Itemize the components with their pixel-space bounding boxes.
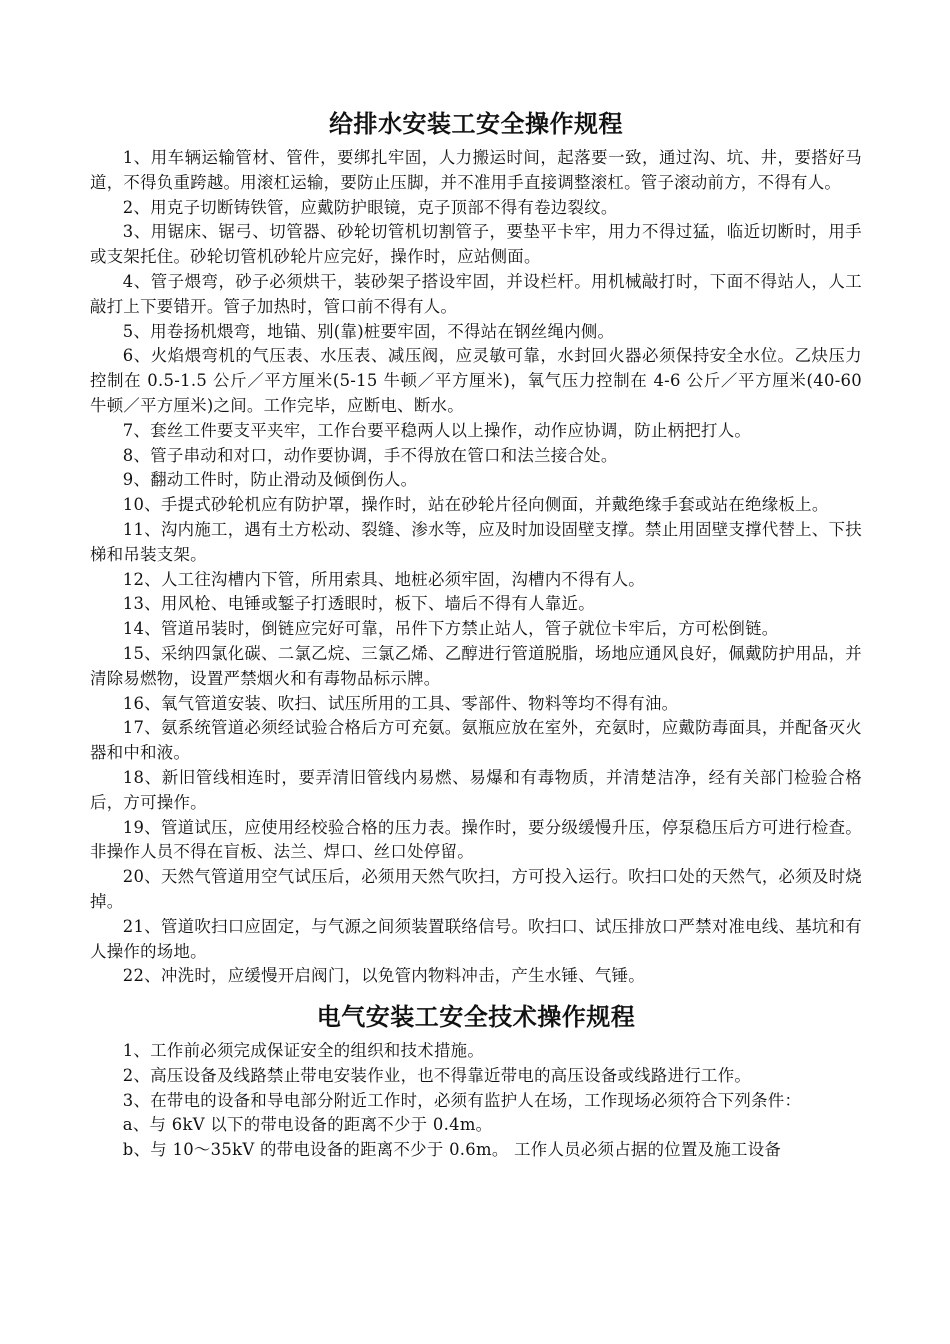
- section1-item: 22、冲洗时，应缓慢开启阀门，以免管内物料冲击，产生水锤、气锤。: [122, 966, 645, 986]
- section1-body: [90, 146, 862, 989]
- section1-item: 4、管子煨弯，砂子必须烘干，装砂架子搭设牢固，并设栏杆。用机械敲打时，下面不得站人，人工敲打上下要错开。管子加热时，管口前不得有人。: [90, 271, 862, 316]
- section1-item: 9、翻动工件时，防止滑动及倾倒伤人。: [122, 470, 418, 490]
- section1-item: 1、用车辆运输管材、管件，要绑扎牢固，人力搬运时间，起落要一致，通过沟、坑、井，要搭好马道，不得负重跨越。用滚杠运输，要防止压脚，并不准用手直接调整滚杠。管子滚动前方，不得有人。: [90, 148, 862, 192]
- section1-item: 7、套丝工件要支平夹牢，工作台要平稳两人以上操作，动作应协调，防止柄把打人。: [122, 420, 752, 440]
- section1-item: 18、新旧管线相连时，要弄清旧管线内易燃、易爆和有毒物质，并清楚洁净，经有关部门检验合格后，方可操作。: [90, 767, 862, 812]
- section2-item: 2、高压设备及线路禁止带电安装作业，也不得靠近带电的高压设备或线路进行工作。: [122, 1065, 752, 1085]
- section1-item: 19、管道试压，应使用经校验合格的压力表。操作时，要分级缓慢升压，停泵稳压后方可进行检查。非操作人员不得在盲板、法兰、焊口、丝口处停留。: [90, 817, 862, 862]
- section1-item: 6、火焰煨弯机的气压表、水压表、减压阀，应灵敏可靠，水封回火器必须保持安全水位。乙炔压力控制在 0.5-1.5 公斤／平方厘米(5-15 牛顿／平方厘米)，氧气压力控制在 4-6 公斤／平方厘米(40-60 牛顿／平方厘米)之间。工作完毕，应断电、断水。: [90, 346, 862, 415]
- section1-item: 8、管子串动和对口，动作要协调，手不得放在管口和法兰接合处。: [122, 445, 618, 465]
- section2-item: b、与 10～35kV 的带电设备的距离不少于 0.6m。 工作人员必须占据的位置及施工设备: [122, 1140, 782, 1160]
- section1-item: 17、氨系统管道必须经试验合格后方可充氨。氨瓶应放在室外，充氨时，应戴防毒面具，并配备灭火器和中和液。: [90, 718, 862, 763]
- section1-item: 2、用克子切断铸铁管，应戴防护眼镜，克子顶部不得有卷边裂纹。: [122, 197, 618, 217]
- section1-item: 14、管道吊装时，倒链应完好可靠，吊件下方禁止站人，管子就位卡牢后，方可松倒链。: [122, 619, 779, 639]
- section1-item: 3、用锯床、锯弓、切管器、砂轮切管机切割管子，要垫平卡牢，用力不得过猛，临近切断时，用手或支架托住。砂轮切管机砂轮片应完好，操作时，应站侧面。: [90, 222, 862, 267]
- section1-item: 5、用卷扬机煨弯，地锚、别(靠)桩要牢固，不得站在钢丝绳内侧。: [122, 321, 615, 341]
- section2-item: a、与 6kV 以下的带电设备的距离不少于 0.4m。: [122, 1115, 493, 1135]
- section1-title: 给排水安装工安全操作规程: [329, 109, 623, 138]
- section2-title: 电气安装工安全技术操作规程: [316, 1002, 636, 1032]
- section1-item: 16、氧气管道安装、吹扫、试压所用的工具、零部件、物料等均不得有油。: [122, 693, 679, 713]
- document-page: [90, 108, 862, 1163]
- section1-item: 15、采纳四氯化碳、二氯乙烷、三氯乙烯、乙醇进行管道脱脂，场地应通风良好，佩戴防护用品，并清除易燃物，设置严禁烟火和有毒物品标示牌。: [90, 643, 862, 688]
- section2-item: 3、在带电的设备和导电部分附近工作时，必须有监护人在场，工作现场必须符合下列条件：: [122, 1090, 802, 1110]
- section1-item: 20、天然气管道用空气试压后，必须用天然气吹扫，方可投入运行。吹扫口处的天然气，必须及时烧掉。: [90, 867, 862, 911]
- section2-item: 1、工作前必须完成保证安全的组织和技术措施。: [122, 1041, 485, 1061]
- section1-item: 13、用风枪、电锤或錾子打透眼时，板下、墙后不得有人靠近。: [122, 594, 595, 614]
- section1-item: 21、管道吹扫口应固定，与气源之间须装置联络信号。吹扫口、试压排放口严禁对准电线、基坑和有人操作的场地。: [90, 916, 862, 961]
- section1-item: 10、手提式砂轮机应有防护罩，操作时，站在砂轮片径向侧面，并戴绝缘手套或站在绝缘板上。: [122, 495, 829, 515]
- section2-body: [90, 1039, 862, 1163]
- section1-item: 12、人工往沟槽内下管，所用索具、地桩必须牢固，沟槽内不得有人。: [122, 569, 645, 589]
- section1-item: 11、沟内施工，遇有土方松动、裂缝、渗水等，应及时加设固壁支撑。禁止用固壁支撑代替上、下扶梯和吊装支架。: [90, 519, 862, 564]
